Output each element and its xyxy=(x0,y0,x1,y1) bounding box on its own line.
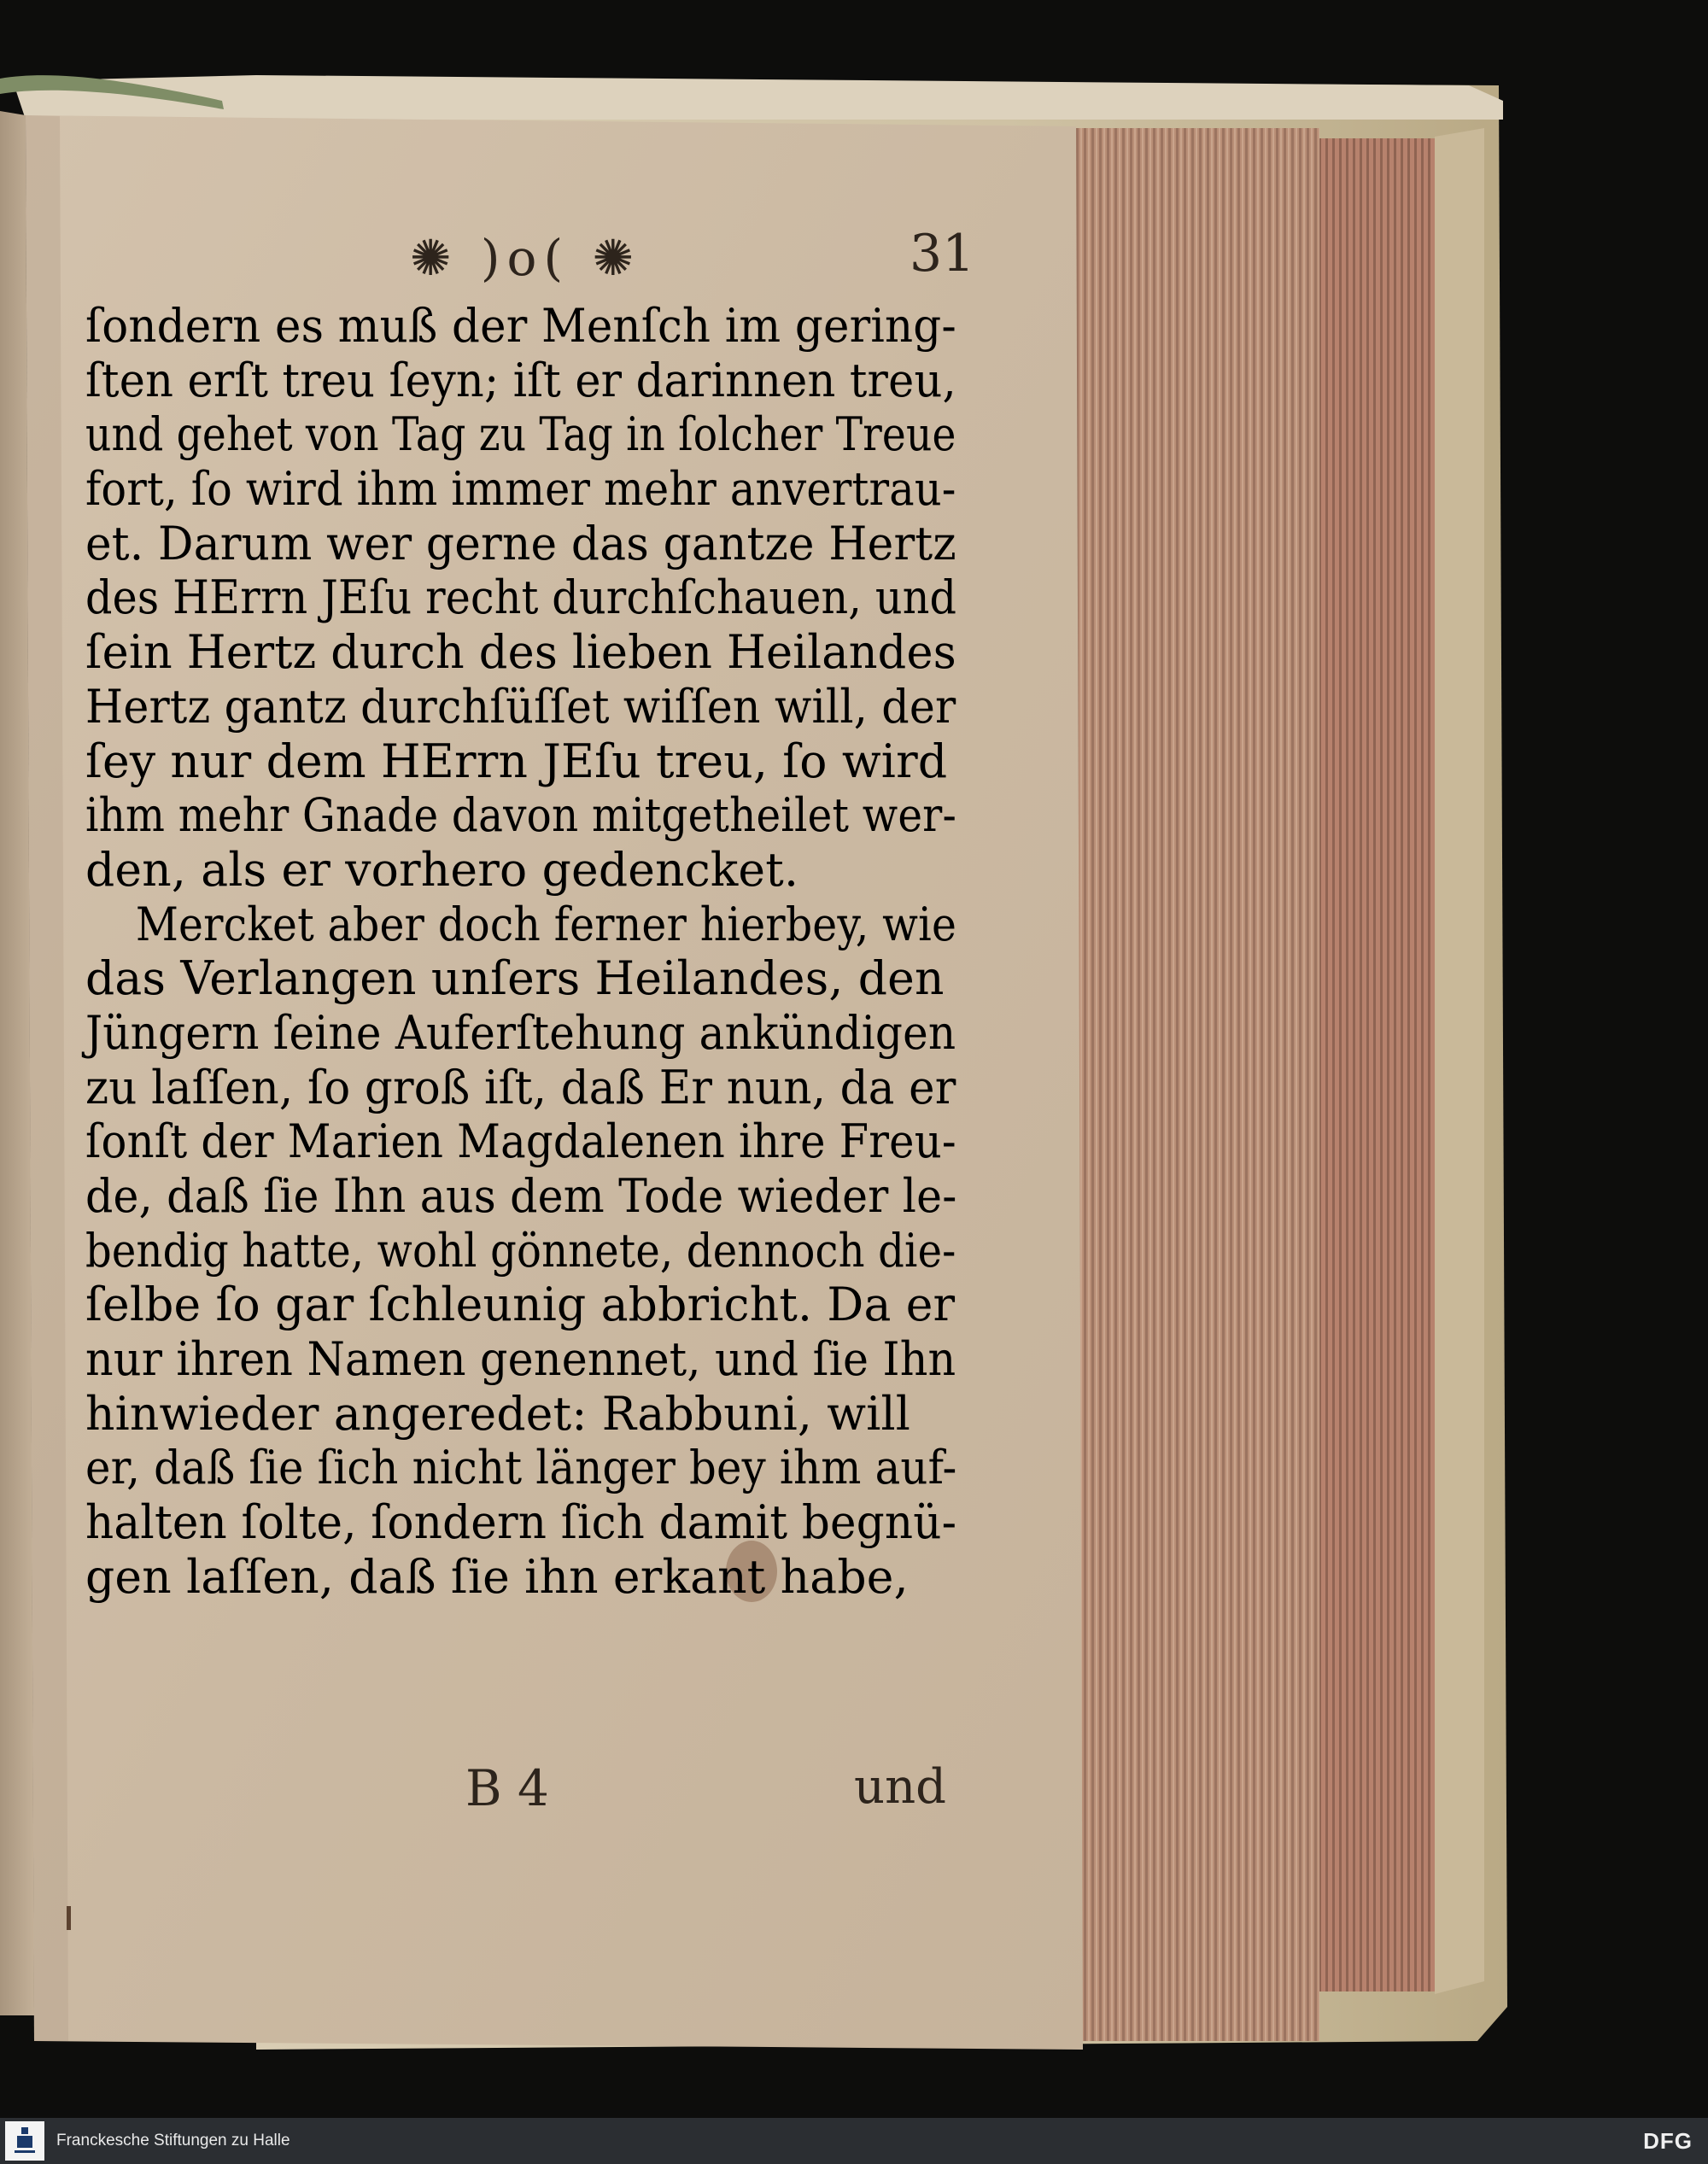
institution-logo-icon xyxy=(5,2121,44,2161)
text-line: hinwieder angeredet: Rabbuni, will xyxy=(85,1386,911,1441)
text-line: halten ſolte, ſondern ſich damit begnü- xyxy=(85,1495,957,1550)
text-line: ſey nur dem HErrn JEſu treu, ſo wird xyxy=(85,734,948,788)
text-line: Jüngern ſeine Auferſtehung ankündigen xyxy=(85,1005,956,1060)
text-line: zu laſſen, ſo groß iſt, daß Er nun, da er xyxy=(85,1060,956,1114)
text-line: ſondern es muß der Menſch im gering- xyxy=(85,299,956,353)
text-line: et. Darum wer gerne das gantze Hertz xyxy=(85,516,956,570)
text-line: gen laſſen, daß ſie ihn erkant habe, xyxy=(85,1549,909,1604)
text-line: ihm mehr Gnade davon mitgetheilet wer- xyxy=(85,788,957,843)
page-number: 31 xyxy=(910,224,975,284)
header-ornament: ✺ )o( ✺ xyxy=(409,229,641,287)
catchword: und xyxy=(854,1759,946,1815)
text-line: den, als er vorhero gedencket. xyxy=(85,842,799,897)
text-line: ſten erſt treu ſeyn; iſt er darinnen treu, xyxy=(85,353,956,407)
text-line: und gehet von Tag zu Tag in ſolcher Treue xyxy=(85,407,956,462)
text-line: Mercket aber doch ferner hierbey, wie xyxy=(135,897,957,951)
text-line: das Verlangen unſers Heilandes, den xyxy=(85,951,945,1006)
text-line: ſonſt der Marien Magdalenen ihre Freu- xyxy=(85,1114,956,1169)
institution-name: Franckesche Stiftungen zu Halle xyxy=(56,2132,290,2149)
text-line: er, daß ſie ſich nicht länger bey ihm auf- xyxy=(85,1441,957,1495)
page-edges-back xyxy=(1319,138,1435,1991)
text-line: bendig hatte, wohl gönnete, dennoch die- xyxy=(85,1223,956,1278)
text-line: ſelbe ſo gar ſchleunig abbricht. Da er xyxy=(85,1278,956,1332)
text-line: des HErrn JEſu recht durchſchauen, und xyxy=(85,570,957,625)
dfg-logo: DFG xyxy=(1643,2127,1693,2154)
body-text xyxy=(85,299,965,1605)
text-line: Hertz gantz durchſüſſet wiſſen will, der xyxy=(85,679,956,734)
page-edges-front xyxy=(1072,128,1319,2041)
book-head-edge xyxy=(13,75,1503,120)
text-line: de, daß ſie Ihn aus dem Tode wieder le- xyxy=(85,1169,957,1223)
text-line: ſein Hertz durch des lieben Heilandes xyxy=(85,625,956,680)
footer-bar xyxy=(0,2118,1708,2164)
text-line: nur ihren Namen genennet, und ſie Ihn xyxy=(85,1332,956,1387)
signature-mark: B 4 xyxy=(465,1759,549,1817)
text-line: fort, ſo wird ihm immer mehr anvertrau- xyxy=(85,462,956,517)
